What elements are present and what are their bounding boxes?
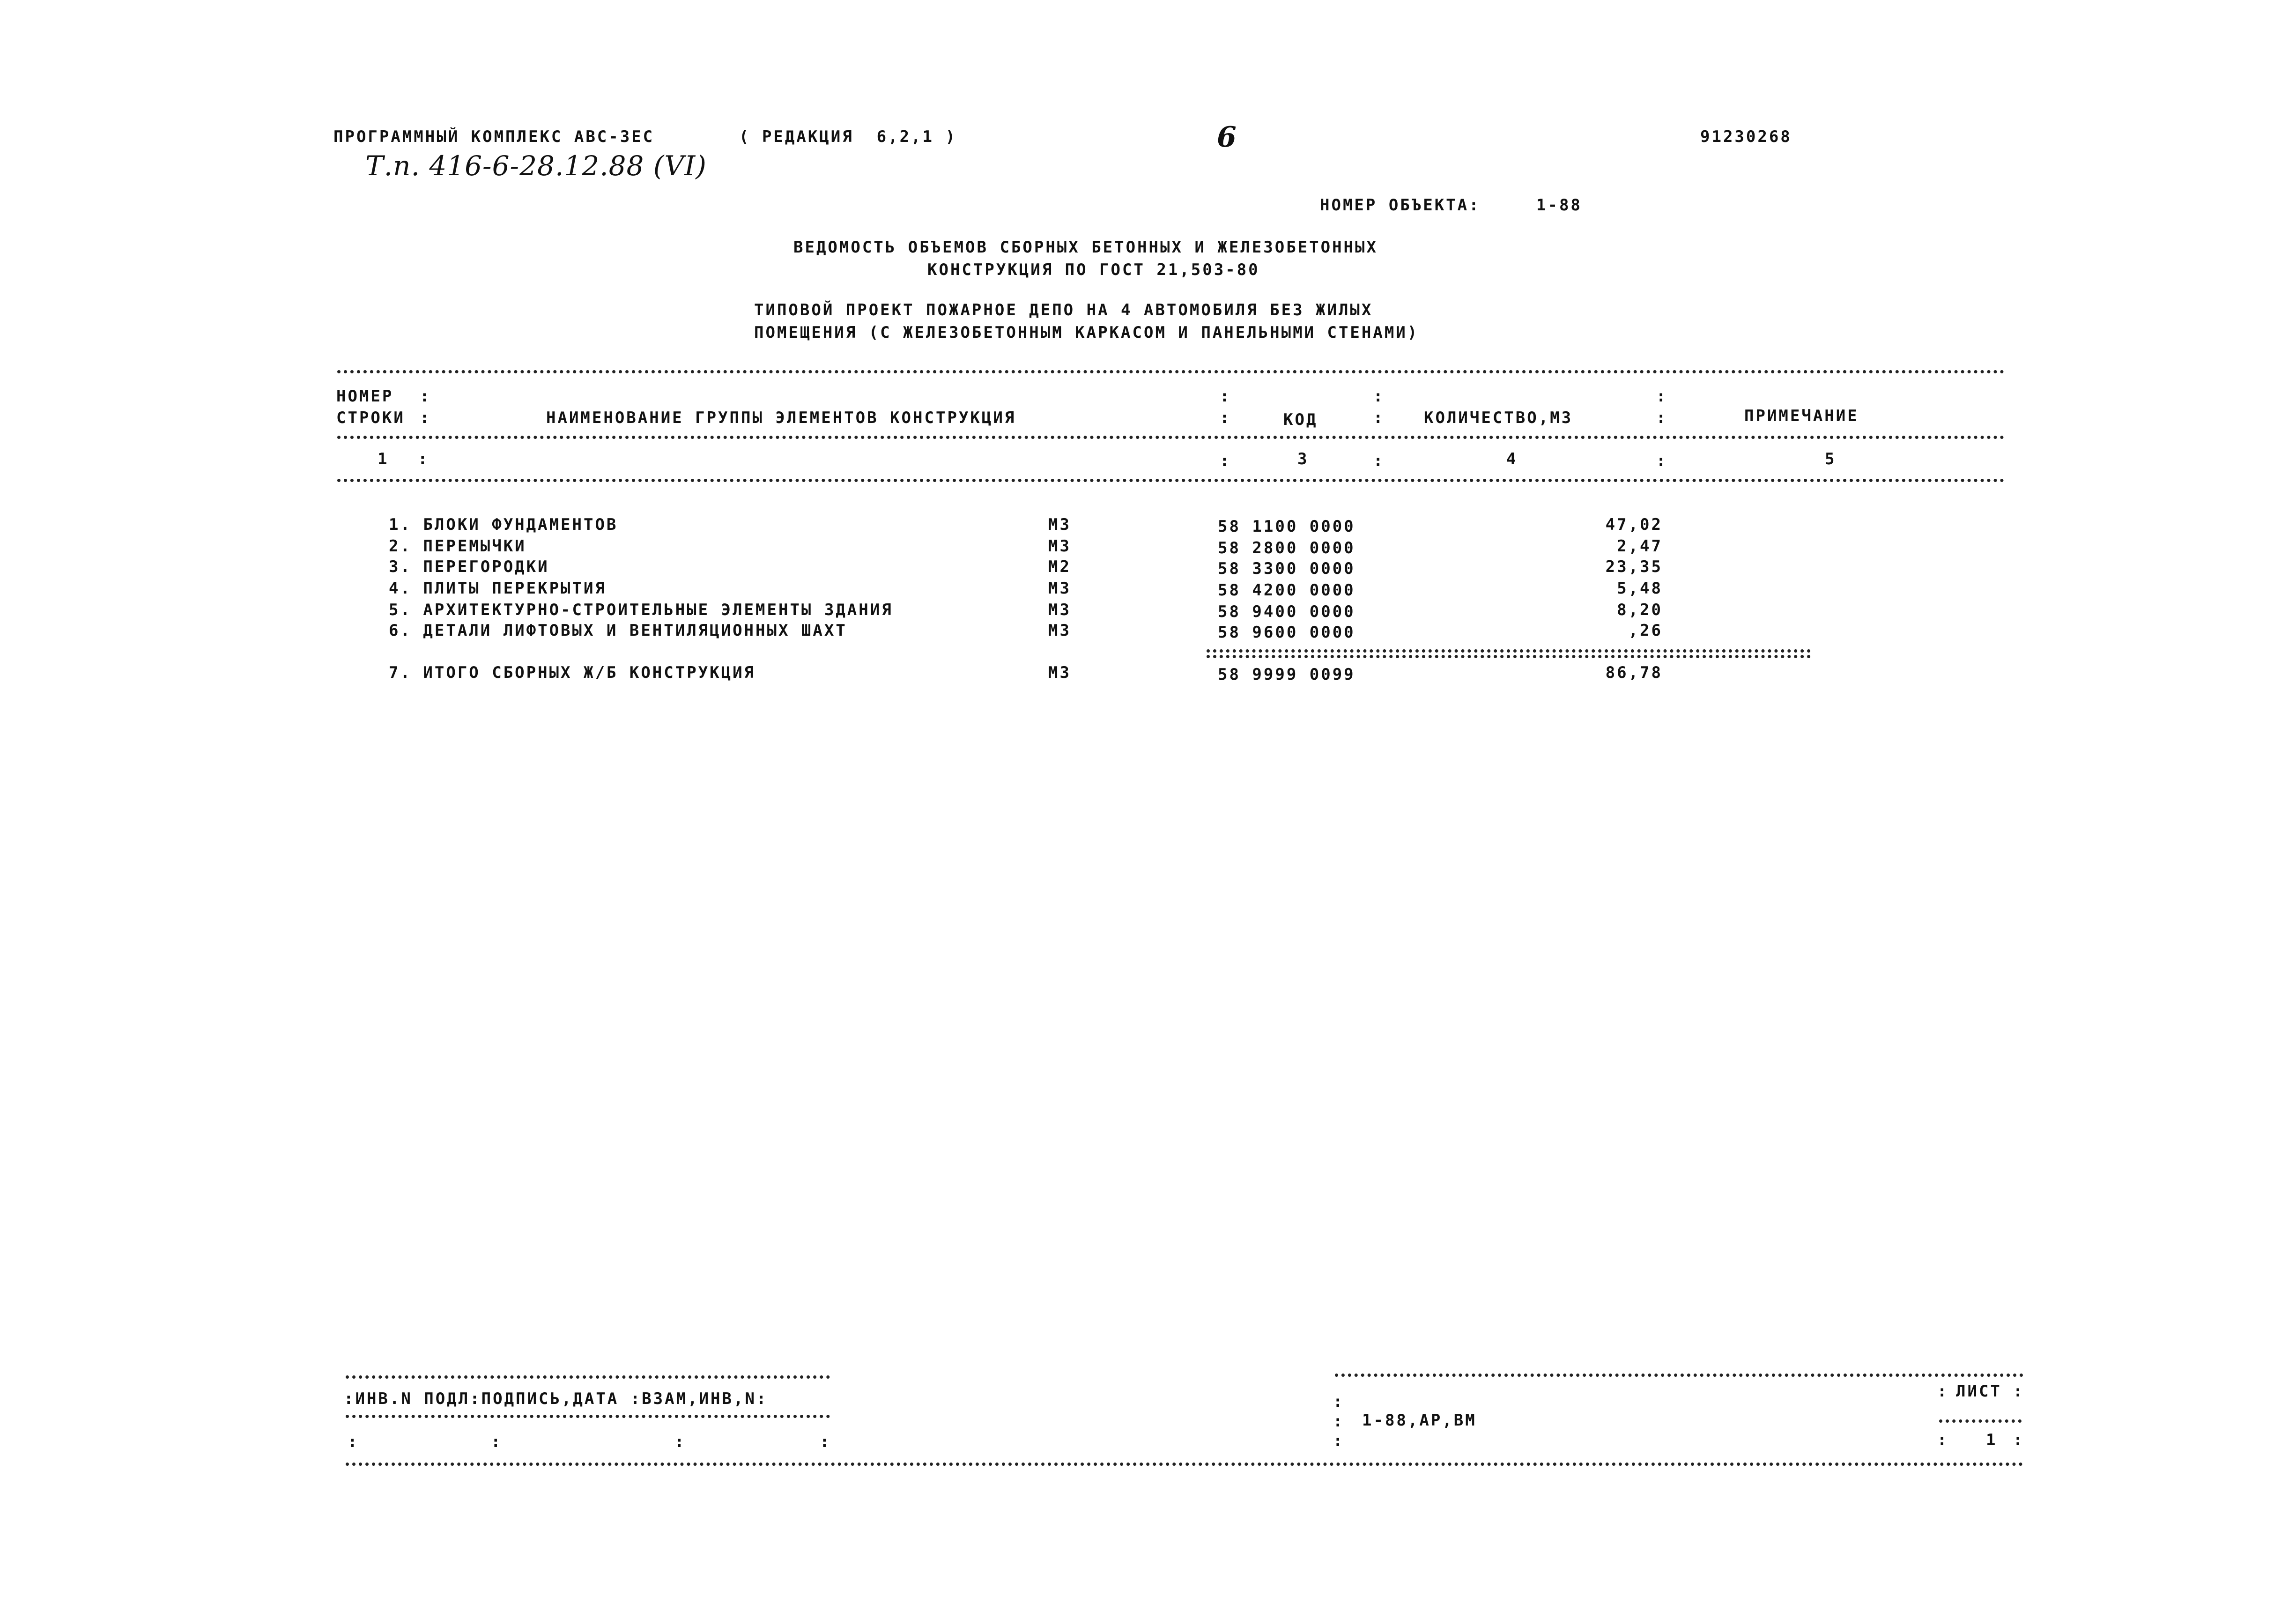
total-rule-upper <box>1207 649 1811 653</box>
row-quantity: 8,20 <box>1617 601 1663 619</box>
col-number-4: 4 <box>1506 450 1518 468</box>
header-sep: : <box>1373 452 1385 470</box>
header-sep: : <box>420 408 431 427</box>
header-sep: : <box>1373 408 1385 427</box>
total-quantity: 86,78 <box>1605 663 1663 682</box>
total-code: 58 9999 0099 <box>1218 665 1355 684</box>
edition-label: ( РЕДАКЦИЯ 6,2,1 ) <box>739 127 957 146</box>
row-unit: М3 <box>1048 621 1071 640</box>
stamp-labels: :ИНВ.N ПОДЛ:ПОДПИСЬ,ДАТА :ВЗАМ,ИНВ,N: <box>344 1389 768 1408</box>
total-unit: М3 <box>1048 663 1071 682</box>
row-name: 5. АРХИТЕКТУРНО-СТРОИТЕЛЬНЫЕ ЭЛЕМЕНТЫ ЗДАНИЯ <box>389 601 893 619</box>
total-rule-lower <box>1207 655 1811 658</box>
row-code: 58 1100 0000 <box>1218 517 1355 536</box>
header-quantity: КОЛИЧЕСТВО,М3 <box>1424 408 1573 427</box>
title-line-2: КОНСТРУКЦИЯ ПО ГОСТ 21,503-80 <box>927 260 1260 279</box>
stamp-sep: : <box>348 1433 359 1451</box>
header-row-no-2: СТРОКИ <box>336 408 405 427</box>
row-name: 6. ДЕТАЛИ ЛИФТОВЫХ И ВЕНТИЛЯЦИОННЫХ ШАХТ <box>389 621 847 640</box>
row-quantity: 47,02 <box>1605 515 1663 534</box>
row-unit: М3 <box>1048 579 1071 598</box>
sheet-label: ЛИСТ <box>1956 1382 2002 1401</box>
page-mark: 6 <box>1217 121 1237 154</box>
row-unit: М3 <box>1048 601 1071 619</box>
sheet-sep: : <box>1937 1431 1949 1449</box>
sheet-code: 1-88,АР,ВМ <box>1362 1411 1477 1430</box>
header-sep: : <box>1656 387 1668 406</box>
stamp-sep: : <box>491 1433 503 1451</box>
header-sep: : <box>1656 452 1668 470</box>
total-name: 7. ИТОГО СБОРНЫХ Ж/Б КОНСТРУКЦИЯ <box>389 663 756 682</box>
object-number-label: НОМЕР ОБЪЕКТА: <box>1320 196 1481 215</box>
row-code: 58 2800 0000 <box>1218 539 1355 557</box>
stamp-sep: : <box>674 1433 686 1451</box>
sheet-sep: : <box>1333 1432 1345 1450</box>
table-header-rule <box>337 436 2005 439</box>
row-name: 4. ПЛИТЫ ПЕРЕКРЫТИЯ <box>389 579 607 598</box>
row-name: 3. ПЕРЕГОРОДКИ <box>389 557 549 576</box>
sheet-sep: : <box>2013 1382 2025 1401</box>
row-name: 1. БЛОКИ ФУНДАМЕНТОВ <box>389 515 618 534</box>
header-sep: : <box>1220 452 1231 470</box>
row-code: 58 9400 0000 <box>1218 602 1355 621</box>
header-sep: : <box>1656 408 1668 427</box>
row-quantity: ,26 <box>1628 621 1663 640</box>
object-number: 1-88 <box>1536 196 1582 215</box>
sheet-sep: : <box>2013 1431 2025 1449</box>
table-body-rule <box>337 479 2005 482</box>
row-unit: М3 <box>1048 515 1071 534</box>
row-code: 58 3300 0000 <box>1218 559 1355 578</box>
header-sep: : <box>1220 387 1231 406</box>
sheet-top-rule <box>1335 1374 2023 1377</box>
sheet-sep: : <box>1937 1382 1949 1401</box>
row-name: 2. ПЕРЕМЫЧКИ <box>389 537 526 556</box>
header-sep: : <box>1220 408 1231 427</box>
footer-bottom-rule <box>346 1463 2023 1466</box>
sheet-label-rule <box>1939 1419 2022 1423</box>
program-name: ПРОГРАММНЫЙ КОМПЛЕКС АВС-3ЕС <box>333 127 655 146</box>
project-line-2: ПОМЕЩЕНИЯ (С ЖЕЛЕЗОБЕТОННЫМ КАРКАСОМ И ПАНЕЛЬНЫМИ СТЕНАМИ) <box>754 323 1419 342</box>
header-sep: : <box>418 450 430 468</box>
sheet-number: 1 <box>1986 1431 1998 1449</box>
table-top-rule <box>337 370 2005 373</box>
handwritten-reference: Т.п. 416-6-28.12.88 (VI) <box>365 150 707 182</box>
stamp-top-rule <box>346 1375 830 1379</box>
stamp-sep: : <box>820 1433 831 1451</box>
row-quantity: 5,48 <box>1617 579 1663 598</box>
row-code: 58 9600 0000 <box>1218 623 1355 642</box>
sheet-sep: : <box>1333 1412 1345 1431</box>
col-number-1: 1 <box>378 450 389 468</box>
header-note: ПРИМЕЧАНИЕ <box>1744 407 1859 425</box>
header-name: НАИМЕНОВАНИЕ ГРУППЫ ЭЛЕМЕНТОВ КОНСТРУКЦИЯ <box>546 408 1016 427</box>
col-number-5: 5 <box>1825 450 1837 468</box>
title-line-1: ВЕДОМОСТЬ ОБЪЕМОВ СБОРНЫХ БЕТОННЫХ И ЖЕЛЕЗОБЕТОННЫХ <box>793 238 1378 257</box>
project-line-1: ТИПОВОЙ ПРОЕКТ ПОЖАРНОЕ ДЕПО НА 4 АВТОМОБИЛЯ БЕЗ ЖИЛЫХ <box>754 301 1373 319</box>
header-row-no-1: НОМЕР <box>336 387 394 406</box>
row-quantity: 2,47 <box>1617 537 1663 556</box>
row-unit: М2 <box>1048 557 1071 576</box>
header-sep: : <box>420 387 431 406</box>
stamp-mid-rule <box>346 1415 830 1418</box>
sheet-sep: : <box>1333 1392 1345 1411</box>
doc-code: 91230268 <box>1700 127 1792 146</box>
row-quantity: 23,35 <box>1605 557 1663 576</box>
header-code: КОД <box>1283 410 1318 429</box>
row-unit: М3 <box>1048 537 1071 556</box>
header-sep: : <box>1373 387 1385 406</box>
row-code: 58 4200 0000 <box>1218 581 1355 600</box>
col-number-3: 3 <box>1297 450 1309 468</box>
